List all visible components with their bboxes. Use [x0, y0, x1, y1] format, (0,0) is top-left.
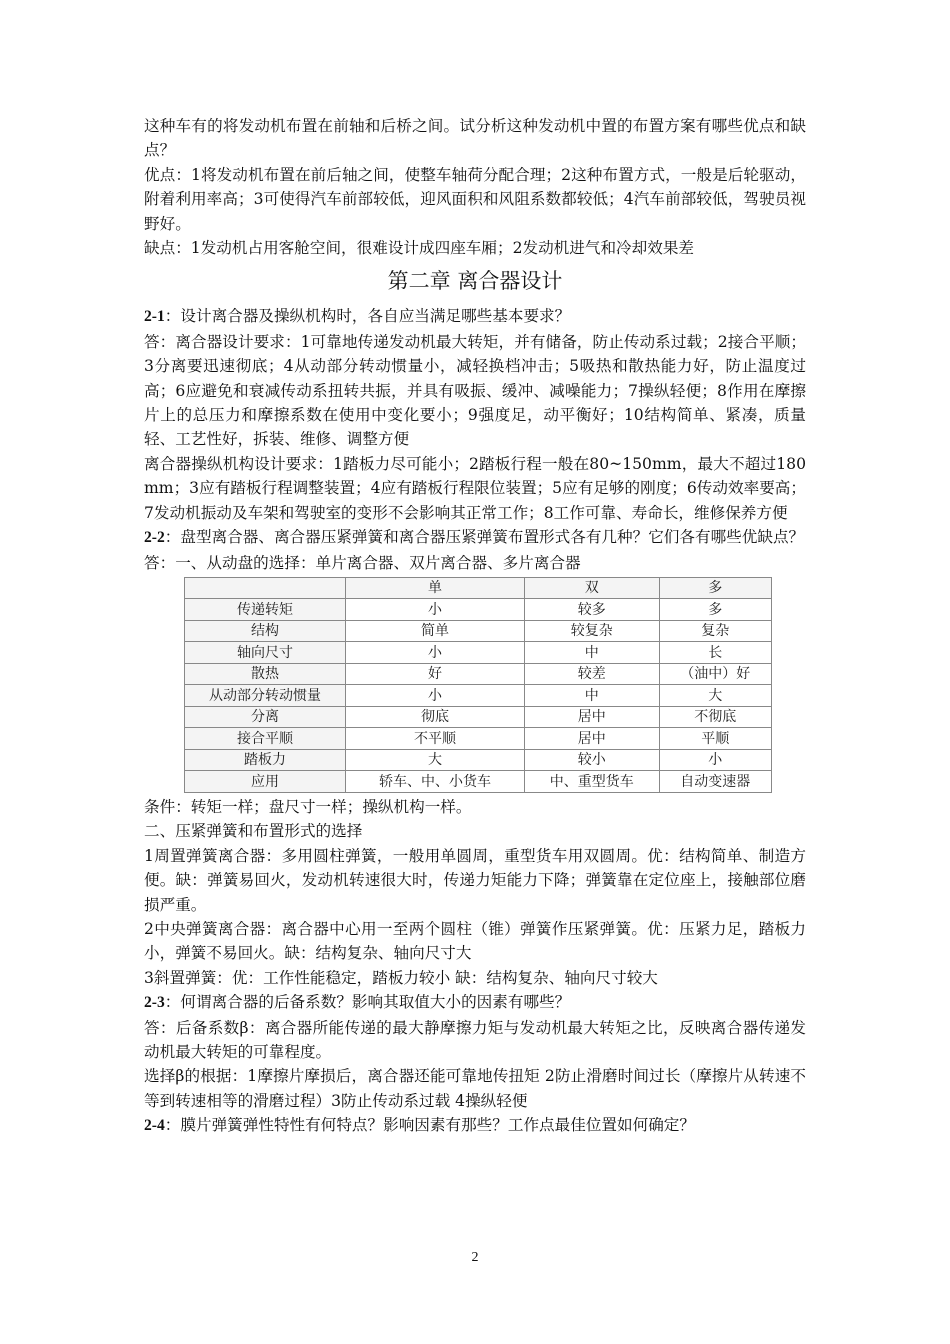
table-cell: 较小 [524, 749, 659, 771]
table-cell: 简单 [346, 620, 525, 642]
question-text: ：何谓离合器的后备系数？影响其取值大小的因素有哪些？ [164, 993, 571, 1012]
disc-comparison-table [184, 577, 772, 793]
table-cell: 不彻底 [659, 706, 771, 728]
row-label: 接合平顺 [185, 728, 346, 750]
table-cell: 小 [346, 685, 525, 707]
page-content [144, 114, 806, 1139]
row-label: 踏板力 [185, 749, 346, 771]
table-cell: 大 [659, 685, 771, 707]
table-cell: 居中 [524, 706, 659, 728]
question-2-2 [144, 525, 806, 550]
row-label: 应用 [185, 771, 346, 793]
table-row [185, 728, 772, 750]
table-condition: 条件：转矩一样；盘尺寸一样；操纵机构一样。 [144, 797, 472, 816]
table-cell: 较多 [524, 599, 659, 621]
table-row [185, 599, 772, 621]
table-cell: 多 [659, 599, 771, 621]
spring-item-2: 2中央弹簧离合器：离合器中心用一至两个圆柱（锥）弹簧作压紧弹簧。优：压紧力足，踏板力小，弹簧不易回火。缺：结构复杂、轴向尺寸大 [144, 919, 806, 963]
table-row [185, 749, 772, 771]
table-cell: 小 [346, 642, 525, 664]
row-label: 分离 [185, 706, 346, 728]
spring-item-1: 1周置弹簧离合器：多用圆柱弹簧，一般用单圆周，重型货车用双圆周。优：结构简单、制造方便。缺：弹簧易回火，发动机转速很大时，传递力矩能力下降；弹簧靠在定位座上，接触部位磨损严重。 [144, 846, 806, 914]
table-cell: 中 [524, 642, 659, 664]
chapter-title: 第二章 离合器设计 [387, 269, 563, 294]
row-label: 散热 [185, 663, 346, 685]
intro-disadvantages: 缺点：1发动机占用客舱空间，很难设计成四座车厢；2发动机进气和冷却效果差 [144, 239, 695, 258]
table-cell: 中 [524, 685, 659, 707]
table-cell: 复杂 [659, 620, 771, 642]
question-number: 2-1 [144, 308, 165, 326]
table-cell: 较差 [524, 663, 659, 685]
table-header-cell: 双 [524, 577, 659, 599]
table-cell: 长 [659, 642, 771, 664]
question-2-3 [144, 990, 806, 1015]
question-number: 2-2 [144, 529, 165, 547]
intro-advantages: 优点：1将发动机布置在前后轴之间，使整车轴荷分配合理；2这种布置方式，一般是后轮驱动，附着利用率高；3可使得汽车前部较低，迎风面积和风阻系数都较低；4汽车前部较低，驾驶员视野好。 [144, 165, 806, 233]
table-cell: 彻底 [346, 706, 525, 728]
page-number: 2 [471, 1250, 479, 1265]
answer-2-3-basis: 选择β的根据：1摩擦片摩损后，离合器还能可靠地传扭矩 2防止滑磨时间过长（摩擦片从转速不等到转速相等的滑磨过程）3防止传动系过载 4操纵轻便 [144, 1067, 806, 1110]
table-row [185, 771, 772, 793]
table-header-cell: 单 [346, 577, 525, 599]
question-number: 2-4 [144, 1117, 165, 1135]
row-label: 轴向尺寸 [185, 642, 346, 664]
intro-question: 这种车有的将发动机布置在前轴和后桥之间。试分析这种发动机中置的布置方案有哪些优点和缺点？ [144, 117, 806, 160]
answer-2-1-clutch: 答：离合器设计要求：1可靠地传递发动机最大转矩，并有储备，防止传动系过载；2接合平顺；3分离要迅速彻底；4从动部分转动惯量小，减轻换档冲击；5吸热和散热能力好，防止温度过高；6应避免和衰减传动系扭转共振，并具有吸振、缓冲、减噪能力；7操纵轻便；8作用在摩擦片上的总压力和摩擦系数在使用中变化要小；9强度足，动平衡好；10结构简单、紧凑，质量轻、工艺性好，拆装、维修、调整方便 [144, 332, 806, 449]
row-label: 传递转矩 [185, 599, 346, 621]
question-2-1 [144, 304, 806, 329]
question-number: 2-3 [144, 994, 165, 1012]
table-cell: 好 [346, 663, 525, 685]
table-cell: 中、重型货车 [524, 771, 659, 793]
row-label: 从动部分转动惯量 [185, 685, 346, 707]
table-cell: 平顺 [659, 728, 771, 750]
table-row [185, 706, 772, 728]
question-text: ：盘型离合器、离合器压紧弹簧和离合器压紧弹簧布置形式各有几种？它们各有哪些优缺点？ [164, 528, 805, 547]
answer-2-2-intro: 答：一、从动盘的选择：单片离合器、双片离合器、多片离合器 [144, 553, 581, 572]
question-text: ：设计离合器及操纵机构时，各自应当满足哪些基本要求？ [164, 307, 571, 326]
table-header-row [185, 577, 772, 599]
table-cell: 轿车、中、小货车 [346, 771, 525, 793]
table-cell: 居中 [524, 728, 659, 750]
table-row [185, 642, 772, 664]
table-header-cell: 多 [659, 577, 771, 599]
table-cell: 小 [659, 749, 771, 771]
question-2-4 [144, 1113, 806, 1138]
table-row [185, 685, 772, 707]
answer-2-1-mechanism: 离合器操纵机构设计要求：1踏板力尽可能小；2踏板行程一般在80~150mm，最大不超过180mm；3应有踏板行程调整装置；4应有踏板行程限位装置；5应有足够的刚度；6传动效率要高；7发动机振动及车架和驾驶室的变形不会影响其正常工作；8工作可靠、寿命长，维修保养方便 [144, 454, 806, 522]
question-text: ：膜片弹簧弹性特性有何特点？影响因素有那些？工作点最佳位置如何确定？ [164, 1116, 695, 1135]
table-cell: 小 [346, 599, 525, 621]
spring-item-3: 3斜置弹簧：优：工作性能稳定，踏板力较小 缺：结构复杂、轴向尺寸较大 [144, 968, 658, 987]
section-spring-title: 二、压紧弹簧和布置形式的选择 [144, 822, 363, 841]
table-row [185, 620, 772, 642]
table-cell: 不平顺 [346, 728, 525, 750]
table-cell: 较复杂 [524, 620, 659, 642]
table-cell: 自动变速器 [659, 771, 771, 793]
table-header-cell [185, 577, 346, 599]
answer-2-3-definition: 答：后备系数β：离合器所能传递的最大静摩擦力矩与发动机最大转矩之比，反映离合器传递发动机最大转矩的可靠程度。 [144, 1018, 806, 1061]
table-row [185, 663, 772, 685]
row-label: 结构 [185, 620, 346, 642]
table-cell: 大 [346, 749, 525, 771]
table-cell: （油中）好 [659, 663, 771, 685]
